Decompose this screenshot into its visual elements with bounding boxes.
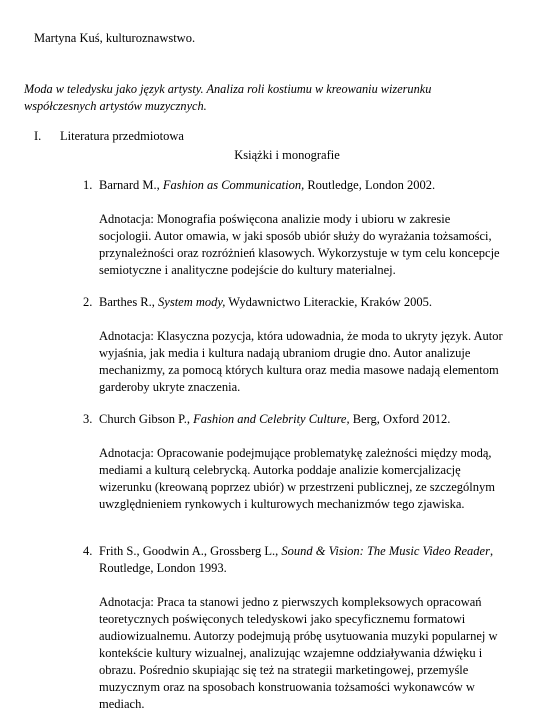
entry-title: System mody, <box>158 295 226 309</box>
entry-publisher: Berg, Oxford 2012. <box>349 412 451 426</box>
entry-title: Sound & Vision: The Music Video Reader <box>281 544 490 558</box>
entry-annotation: Adnotacja: Monografia poświęcona analizie mody i ubioru w zakresie socjologii. Autor omawia, w jaki sposób ubiór służy do wyrażania tożsamości, przynależności oraz rozróżnień klasowych. Wykorzystuje w tym celu koncepcje semiotyczne i analityczne podejście do kultury materialnej. <box>99 212 500 277</box>
author-line: Martyna Kuś, kulturoznawstwo. <box>34 31 196 45</box>
entry-reference <box>83 177 503 194</box>
thesis-title: Moda w teledysku jako język artysty. Analiza roli kostiumu w kreowaniu wizerunku współczesnych artystów muzycznych. <box>24 82 432 113</box>
subsection-label: Książki i monografie <box>234 148 340 162</box>
section-heading <box>34 128 184 145</box>
entry-publisher: Routledge, London 2002. <box>304 178 436 192</box>
entry-number: 2. <box>83 295 93 309</box>
entry-number: 1. <box>83 178 93 192</box>
entry-reference <box>83 543 503 577</box>
entry-annotation: Adnotacja: Opracowanie podejmujące problematykę zależności między modą, mediami a kulturą celebrycką. Autorka poddaje analizie komercjalizację wizerunku (kreowaną poprzez ubiór) w przestrzeni publicznej, ze szczególnym uwzględnieniem rynkowych i kulturowych mechanizmów tego zjawiska. <box>99 446 496 511</box>
section-label: Literatura przedmiotowa <box>60 129 184 143</box>
entry-reference <box>83 294 503 311</box>
subsection-heading <box>0 147 556 164</box>
entry-authors: Frith S., Goodwin A., Grossberg L., <box>99 544 282 558</box>
bibliography-entry <box>83 411 503 513</box>
bibliography-entry <box>83 177 503 279</box>
entry-publisher: Wydawnictwo Literackie, Kraków 2005. <box>225 295 432 309</box>
entry-title: Fashion and Celebrity Culture, <box>193 412 350 426</box>
entry-title: Fashion as Communication, <box>162 178 305 192</box>
entry-annotation: Adnotacja: Klasyczna pozycja, która udowadnia, że moda to ukryty język. Autor wyjaśnia, jak media i kultura nadają ubraniom drugie dno. Autor analizuje mechanizmy, za pomocą których kultura oraz media masowe nadają elementom garderoby ukryte znaczenia. <box>99 329 503 394</box>
section-number: I. <box>34 129 42 143</box>
entry-reference <box>83 411 503 428</box>
entry-number: 3. <box>83 412 93 426</box>
entry-authors: Church Gibson P., <box>99 412 194 426</box>
bibliography-entry <box>83 294 503 396</box>
entry-authors: Barnard M., <box>99 178 163 192</box>
entry-annotation: Adnotacja: Praca ta stanowi jedno z pierwszych kompleksowych opracowań teoretycznych poświęconych teledyskowi jako specyficznemu formatowi audiowizualnemu. Autorzy podejmują próbę usytuowania muzyki popularnej w kontekście kultury wizualnej, analizując wzajemne oddziaływania dźwięku i obrazu. Pośrednio skupiając się też na strategii marketingowej, przemyśle muzycznym oraz na sposobach konstruowania tożsamości wykonawców w mediach. <box>99 595 498 711</box>
entry-number: 4. <box>83 544 93 558</box>
bibliography-entry <box>83 543 503 713</box>
entry-publisher: , Routledge, London 1993. <box>99 544 494 575</box>
entry-authors: Barthes R., <box>99 295 159 309</box>
